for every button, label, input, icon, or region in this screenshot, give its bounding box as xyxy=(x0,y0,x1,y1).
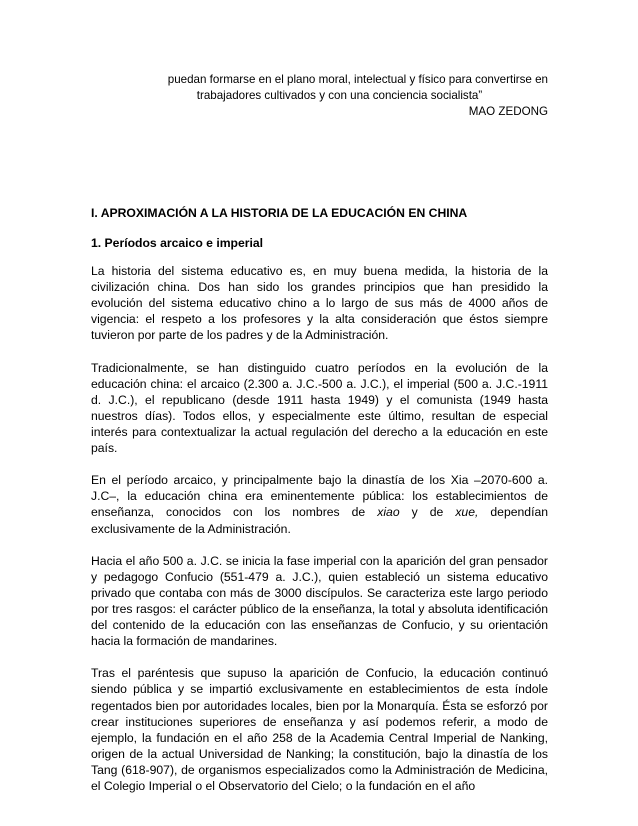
epigraph-quote xyxy=(91,72,548,120)
paragraph-1: La historia del sistema educativo es, en muy buena medida, la historia de la civilización china. Dos han sido los grandes principios que han presidido la evolución del sistema educativo chino a lo largo de sus más de 4000 años de vigencia: el respeto a los profesores y la alta consideración que éstos siempre tuvieron por parte de los padres y de la Administración. xyxy=(91,264,548,343)
quote-author: MAO ZEDONG xyxy=(468,105,548,118)
term-xiao: xiao xyxy=(377,505,400,520)
subsection-title: 1. Períodos arcaico e imperial xyxy=(91,236,264,250)
paragraph-3 xyxy=(91,472,548,536)
paragraph-3-part-a: En el período arcaico, y principalmente bajo la dinastía de los Xia –2070-600 a. J.C–, la educación china era eminentemente pública: los establecimientos de enseñanza, conocidos con los nombres de xyxy=(91,473,548,520)
quote-line-2: trabajadores cultivados y con una conciencia socialista” xyxy=(196,89,483,102)
body-text xyxy=(91,263,548,794)
paragraph-3-part-b: y de xyxy=(399,505,456,520)
quote-line-1: puedan formarse en el plano moral, intelectual y físico para convertirse en xyxy=(167,73,548,86)
paragraph-4: Hacia el año 500 a. J.C. se inicia la fase imperial con la aparición del gran pensador y pedagogo Confucio (551-479 a. J.C.), quien estableció un sistema educativo privado que contaba con más de 3000 discípulos. Se caracteriza este largo periodo por tres rasgos: el carácter público de la enseñanza, la total y absoluta identificación del contenido de la educación con las enseñanzas de Confucio, y su orientación hacia la formación de mandarines. xyxy=(91,553,548,649)
paragraph-3-part-c: dependían exclusivamente de la Administración. xyxy=(91,505,549,536)
term-xue: xue, xyxy=(455,505,479,520)
section-title: I. APROXIMACIÓN A LA HISTORIA DE LA EDUCACIÓN EN CHINA xyxy=(91,206,468,220)
paragraph-2: Tradicionalmente, se han distinguido cuatro períodos en la evolución de la educación china: el arcaico (2.300 a. J.C.-500 a. J.C.), el imperial (500 a. J.C.-1911 d. J.C.), el republicano (desde 1911 hasta 1949) y el comunista (1949 hasta nuestros días). Todos ellos, y especialmente este último, resultan de especial interés para contextualizar la actual regulación del derecho a la educación en este país. xyxy=(91,360,548,456)
paragraph-5: Tras el paréntesis que supuso la aparición de Confucio, la educación continuó siendo pública y se impartió exclusivamente en establecimientos de esta índole regentados bien por autoridades locales, bien por la Monarquía. Ésta se esforzó por crear instituciones superiores de enseñanza y así podemos referir, a modo de ejemplo, la fundación en el año 258 de la Academia Central Imperial de Nanking, origen de la actual Universidad de Nanking; la constitución, bajo la dinastía de los Tang (618-907), de organismos especializados como la Administración de Medicina, el Colegio Imperial o el Observatorio del Cielo; o la fundación en el año xyxy=(91,666,548,793)
document-page xyxy=(91,72,549,793)
